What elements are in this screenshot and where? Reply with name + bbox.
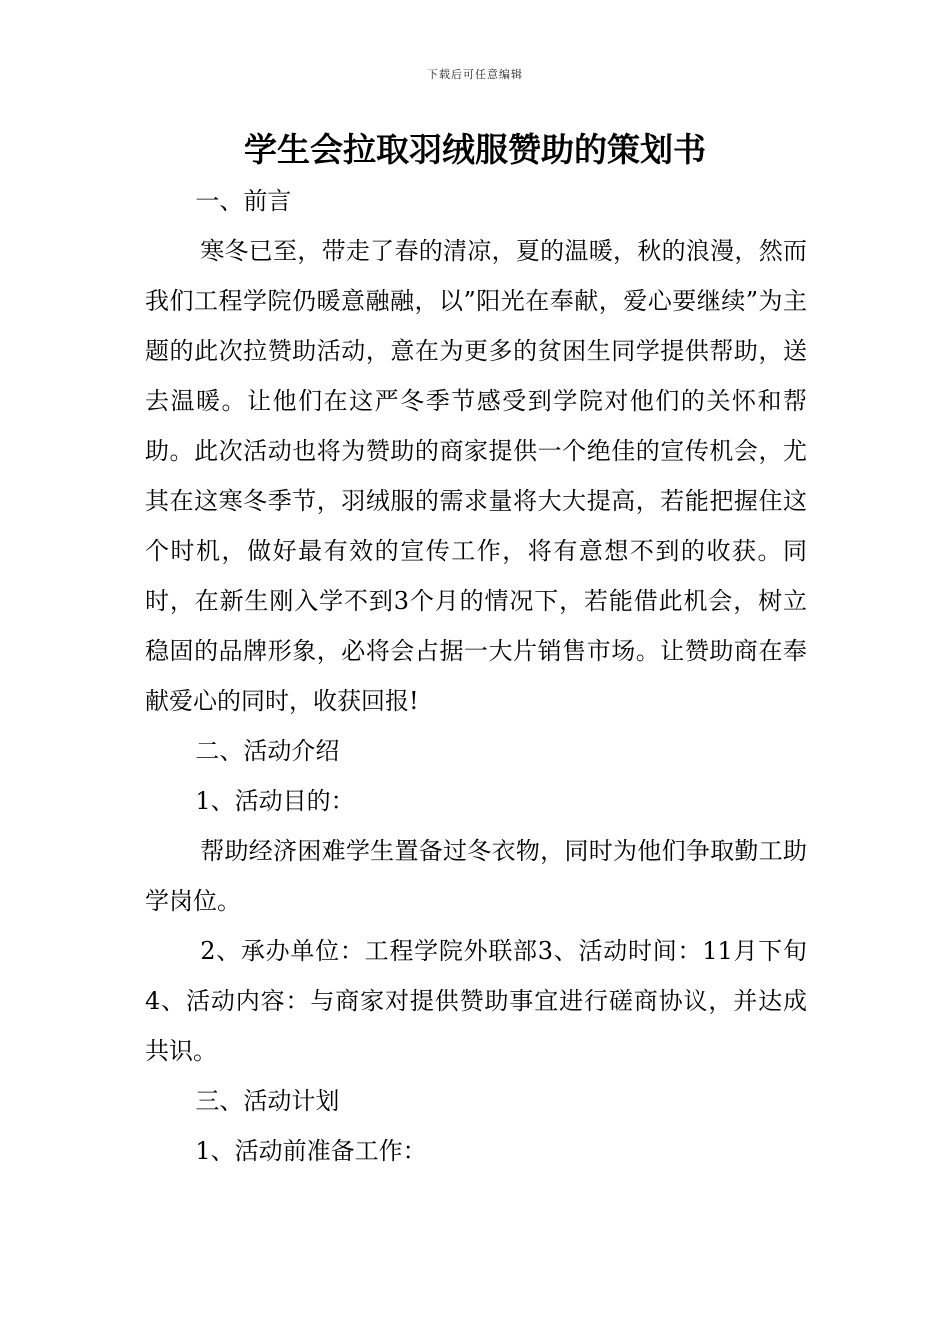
section-heading-preface: 一、前言 bbox=[195, 187, 292, 215]
document-title: 学生会拉取羽绒服赞助的策划书 bbox=[244, 130, 706, 169]
subheading-purpose: 1、活动目的： bbox=[195, 787, 355, 815]
header-note: 下载后可任意编辑 bbox=[427, 68, 523, 81]
paragraph-preface: 寒冬已至，带走了春的清凉，夏的温暖，秋的浪漫，然而我们工程学院仍暖意融融，以”阳光在奉献，爱心要继续”为主题的此次拉赞助活动，意在为更多的贫困生同学提供帮助，送去温暖。让他们在这严冬季节感受到学院对他们的关怀和帮助。此次活动也将为赞助的商家提供一个绝佳的宣传机会，尤其在这寒冬季节，羽绒服的需求量将大大提高，若能把握住这个时机，做好最有效的宣传工作，将有意想不到的收获。同时，在新生刚入学不到3个月的情况下，若能借此机会，树立稳固的品牌形象，必将会占据一大片销售市场。让赞助商在奉献爱心的同时，收获回报! bbox=[145, 237, 807, 715]
paragraph-details: 2、承办单位：工程学院外联部3、活动时间：11月下旬4、活动内容：与商家对提供赞助事宜进行磋商协议，并达成共识。 bbox=[145, 937, 807, 1065]
section-heading-plan: 三、活动计划 bbox=[195, 1087, 340, 1115]
subheading-preparation: 1、活动前准备工作： bbox=[195, 1137, 427, 1165]
section-heading-intro: 二、活动介绍 bbox=[195, 737, 340, 765]
paragraph-purpose: 帮助经济困难学生置备过冬衣物，同时为他们争取勤工助学岗位。 bbox=[145, 837, 807, 915]
document-body bbox=[145, 176, 807, 1176]
